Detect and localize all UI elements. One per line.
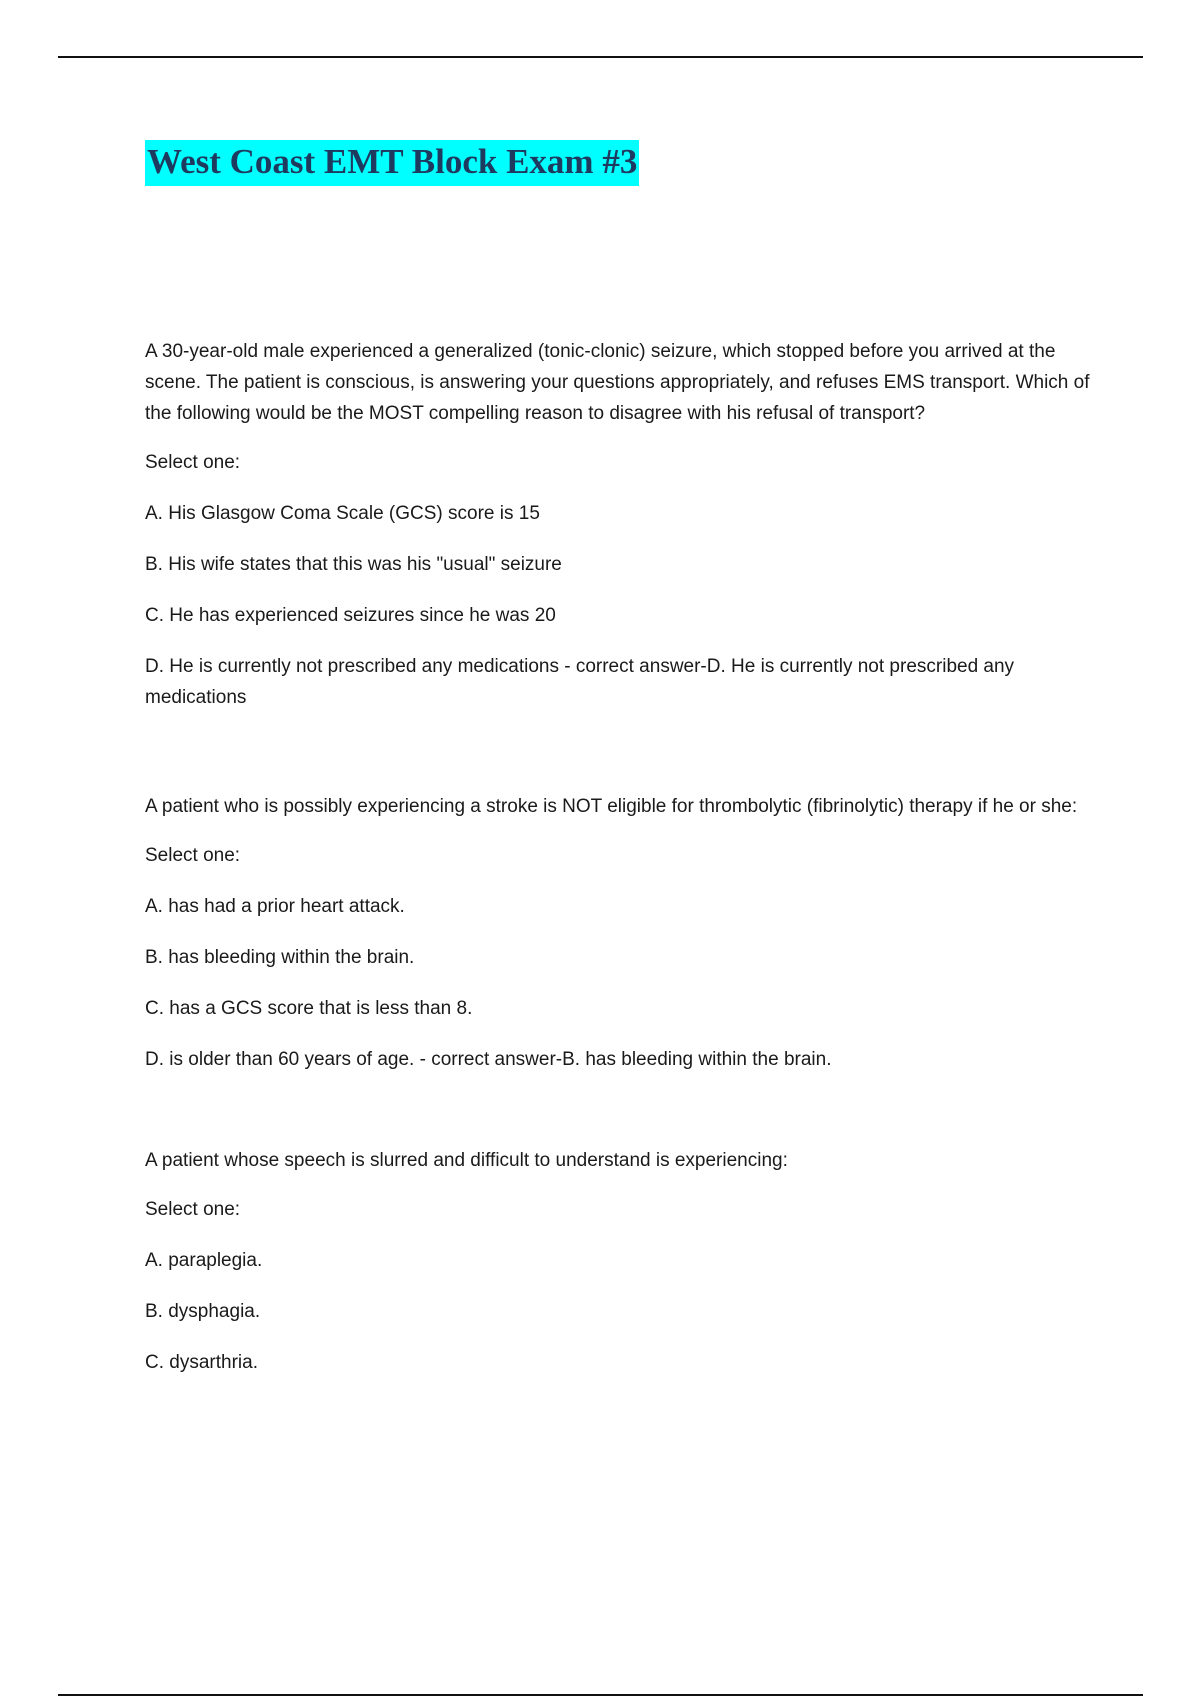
select-one-label: Select one: (145, 845, 241, 866)
question-1 (145, 336, 1095, 713)
document-title: West Coast EMT Block Exam #3 (145, 140, 639, 186)
answer-option: C. He has experienced seizures since he was 20 (145, 605, 556, 626)
question-text: A 30-year-old male experienced a generalized (tonic-clonic) seizure, which stopped before you arrived at the scene. The patient is conscious, is answering your questions appropriately, and refuses EMS transport. Which of the following would be the MOST compelling reason to disagree with his refusal of transport? (145, 341, 1090, 424)
answer-option: B. His wife states that this was his "usual" seizure (145, 554, 562, 575)
question-text: A patient whose speech is slurred and difficult to understand is experiencing: (145, 1150, 788, 1171)
question-2 (145, 791, 1095, 1075)
question-list (145, 336, 1095, 1378)
bottom-rule (58, 1694, 1143, 1696)
answer-option: A. has had a prior heart attack. (145, 896, 405, 917)
document-page (145, 140, 1095, 1378)
answer-option: B. has bleeding within the brain. (145, 947, 415, 968)
answer-option: C. dysarthria. (145, 1352, 258, 1373)
select-one-label: Select one: (145, 1199, 241, 1220)
answer-option: D. is older than 60 years of age. - correct answer-B. has bleeding within the brain. (145, 1049, 832, 1070)
question-3 (145, 1145, 1095, 1378)
top-rule (58, 56, 1143, 58)
answer-option: A. paraplegia. (145, 1250, 263, 1271)
question-text: A patient who is possibly experiencing a stroke is NOT eligible for thrombolytic (fibrinolytic) therapy if he or she: (145, 796, 1078, 817)
answer-option: A. His Glasgow Coma Scale (GCS) score is 15 (145, 503, 540, 524)
answer-option: C. has a GCS score that is less than 8. (145, 998, 473, 1019)
select-one-label: Select one: (145, 452, 241, 473)
answer-option: D. He is currently not prescribed any medications - correct answer-D. He is currently not prescribed any medications (145, 656, 1015, 708)
answer-option: B. dysphagia. (145, 1301, 261, 1322)
